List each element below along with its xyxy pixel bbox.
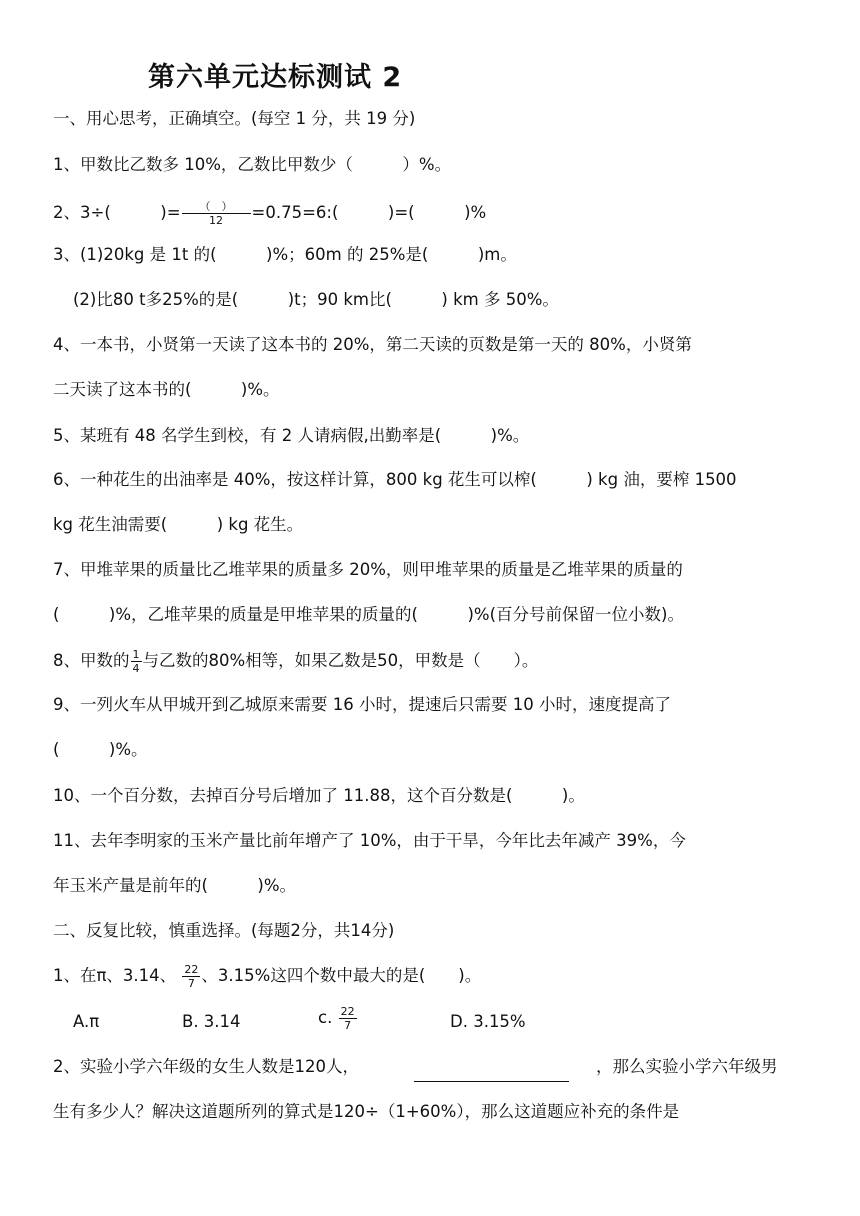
option-c — [318, 1005, 358, 1032]
question-1-9b: ( )%。 — [53, 740, 148, 759]
question-1-7b: ( )%，乙堆苹果的质量是甲堆苹果的质量的( )%(百分号前保留一位小数)。 — [53, 605, 684, 624]
question-1-2 — [53, 200, 486, 227]
q8-fraction-denominator: 4 — [132, 662, 140, 675]
section2-heading: 二、反复比较，慎重选择。(每题2分，共14分) — [53, 921, 395, 940]
question-1-6a: 6、一种花生的出油率是 40%，按这样计算，800 kg 花生可以榨( ) kg 油，要榨 1500 — [53, 470, 737, 489]
question-1-9a: 9、一列火车从甲城开到乙城原来需要 16 小时，提速后只需要 10 小时，速度提高了 — [53, 695, 671, 714]
section1-heading: 一、用心思考，正确填空。(每空 1 分，共 19 分) — [53, 109, 416, 128]
option-c-numerator: 22 — [340, 1005, 355, 1018]
answer-blank-line[interactable] — [414, 1081, 569, 1082]
question-2-2a-prefix: 2、实验小学六年级的女生人数是120人， — [53, 1057, 359, 1076]
page-title: 第六单元达标测试 2 — [148, 62, 403, 93]
q2-suffix: =0.75=6:( )=( )% — [251, 203, 487, 222]
option-c-label: c. — [318, 1008, 333, 1027]
option-b: B. 3.14 — [182, 1012, 241, 1031]
q2-fraction — [182, 200, 251, 227]
question-2-1 — [53, 963, 481, 990]
q8-suffix: 与乙数的80%相等，如果乙数是50，甲数是（ ）。 — [142, 651, 539, 670]
question-1-6b: kg 花生油需要( ) kg 花生。 — [53, 515, 304, 534]
question-1-8 — [53, 648, 538, 675]
option-c-fraction — [339, 1005, 357, 1032]
question-1-4a: 4、一本书，小贤第一天读了这本书的 20%，第二天读的页数是第一天的 80%，小贤第 — [53, 335, 692, 354]
question-1-1: 1、甲数比乙数多 10%，乙数比甲数少（ ）%。 — [53, 155, 452, 174]
question-1-5: 5、某班有 48 名学生到校，有 2 人请病假,出勤率是( )%。 — [53, 426, 530, 445]
question-1-11b: 年玉米产量是前年的( )%。 — [53, 876, 297, 895]
option-c-denominator: 7 — [344, 1019, 352, 1032]
s2q1-suffix: 、3.15%这四个数中最大的是( )。 — [201, 966, 482, 985]
option-d: D. 3.15% — [450, 1012, 526, 1031]
question-2-2b: 生有多少人？解决这道题所列的算式是120÷（1+60%），那么这道题应补充的条件是 — [53, 1102, 680, 1121]
q8-prefix: 8、甲数的 — [53, 651, 130, 670]
question-1-11a: 11、去年李明家的玉米产量比前年增产了 10%，由于干旱，今年比去年减产 39%，今 — [53, 831, 686, 850]
s2q1-prefix: 1、在π、3.14、 — [53, 966, 182, 985]
question-1-4b: 二天读了这本书的( )%。 — [53, 380, 280, 399]
s2q1-fraction-numerator: 22 — [184, 963, 199, 976]
q2-fraction-numerator: （ ） — [199, 200, 233, 213]
s2q1-fraction-denominator: 7 — [187, 977, 195, 990]
s2q1-fraction — [182, 963, 200, 990]
question-2-2a-suffix: ，那么实验小学六年级男 — [596, 1057, 778, 1076]
q2-fraction-denominator: 12 — [209, 214, 224, 227]
q8-fraction — [131, 648, 142, 675]
question-1-3a: 3、(1)20kg 是 1t 的( )%；60m 的 25%是( )m。 — [53, 245, 517, 264]
question-1-7a: 7、甲堆苹果的质量比乙堆苹果的质量多 20%，则甲堆苹果的质量是乙堆苹果的质量的 — [53, 560, 683, 579]
question-1-10: 10、一个百分数，去掉百分号后增加了 11.88，这个百分数是( )。 — [53, 786, 585, 805]
q2-prefix: 2、3÷( )= — [53, 203, 181, 222]
q8-fraction-numerator: 1 — [132, 648, 140, 661]
question-1-3b: (2)比80 t多25%的是( )t；90 km比( ) km 多 50%。 — [73, 290, 559, 309]
option-a: A.π — [73, 1012, 100, 1031]
